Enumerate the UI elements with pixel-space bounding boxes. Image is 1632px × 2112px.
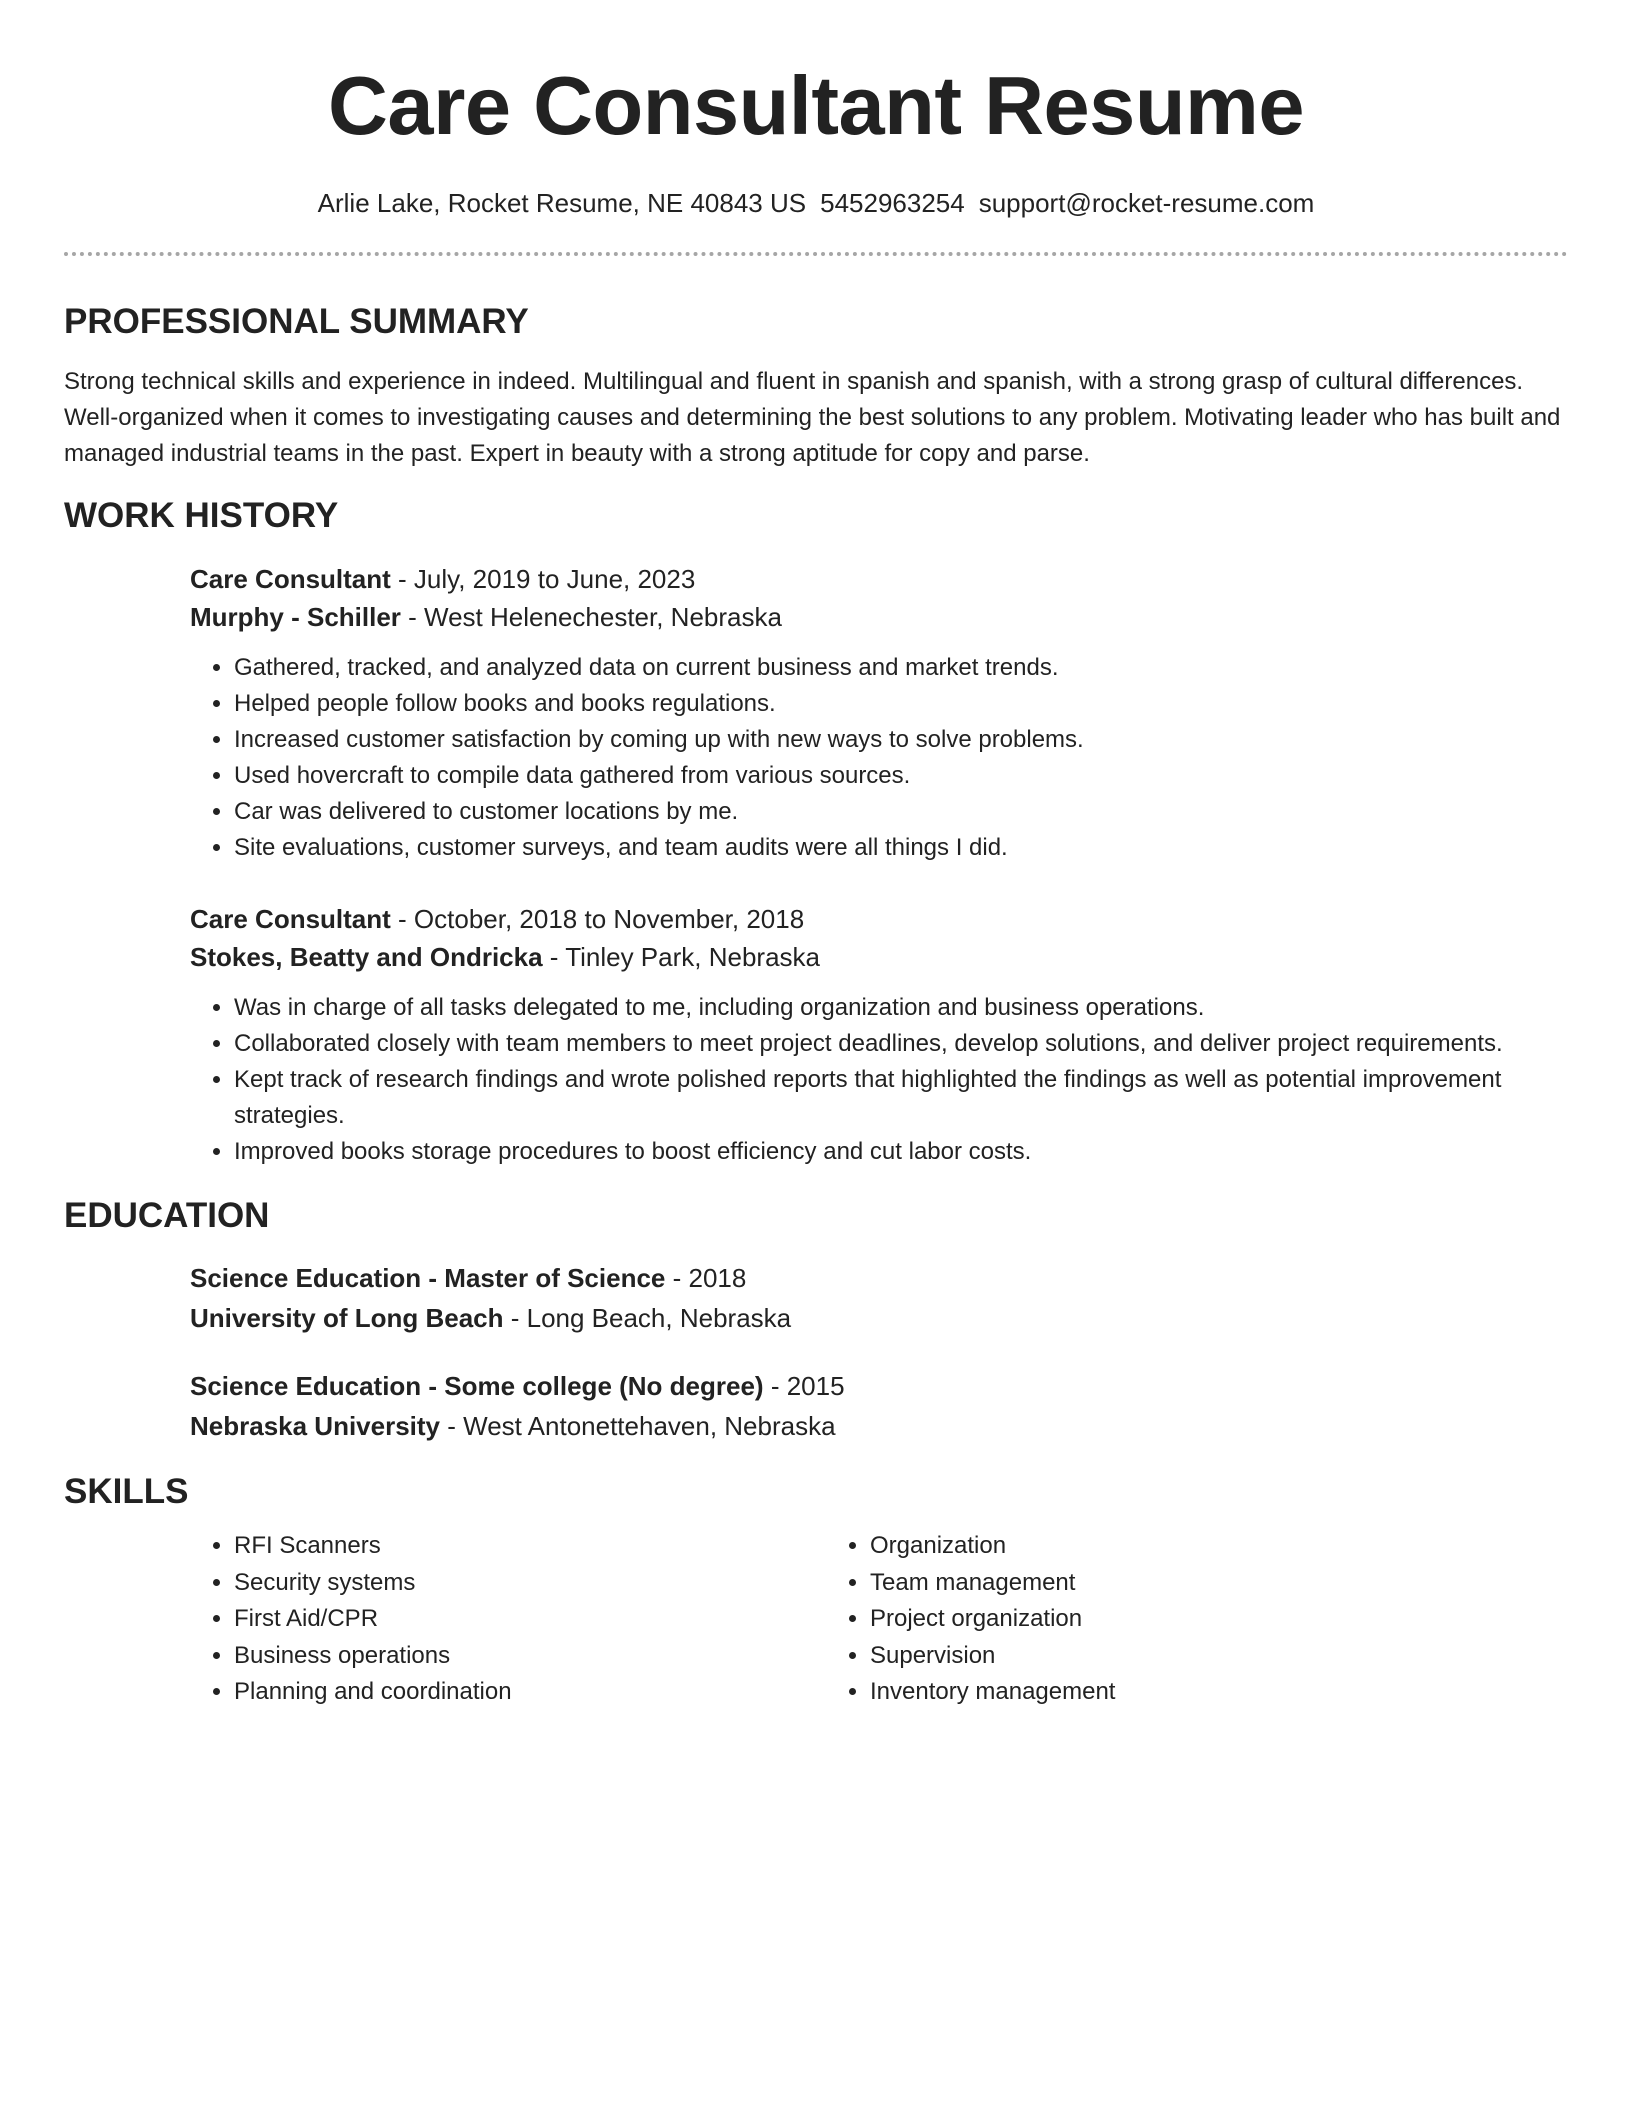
education-school-line bbox=[190, 1406, 1568, 1446]
education-location: - West Antonettehaven, Nebraska bbox=[440, 1411, 836, 1441]
job-duty: • Helped people follow books and books regulations. bbox=[234, 686, 1568, 722]
education-school: Nebraska University bbox=[190, 1411, 441, 1441]
job-duty: • Kept track of research findings and wrote polished reports that highlighted the findings as well as potential improvement strategies. bbox=[234, 1062, 1568, 1134]
job-title: Care Consultant bbox=[190, 904, 391, 934]
education-entry bbox=[190, 1258, 1568, 1338]
job-title-line bbox=[190, 900, 1568, 938]
skill-item: • Supervision bbox=[870, 1638, 1462, 1675]
job-entry bbox=[190, 560, 1568, 866]
skills-grid bbox=[190, 1528, 1568, 1711]
summary-heading: PROFESSIONAL SUMMARY bbox=[64, 302, 529, 341]
job-title-line bbox=[190, 560, 1568, 598]
job-company: Stokes, Beatty and Ondricka bbox=[190, 942, 543, 972]
work-history-heading: WORK HISTORY bbox=[64, 496, 339, 535]
contact-email: support@rocket-resume.com bbox=[978, 188, 1315, 218]
contact-info bbox=[64, 186, 1568, 220]
skills-list-left bbox=[190, 1528, 826, 1711]
job-duty: • Car was delivered to customer locations by me. bbox=[234, 794, 1568, 830]
education-school: University of Long Beach bbox=[190, 1303, 504, 1333]
summary-text: Strong technical skills and experience in indeed. Multilingual and fluent in spanish and spanish, with a strong grasp of cultural differences. Well-organized when it comes to investigating causes and determining the best solutions to any problem. Motivating leader who has built and managed industrial teams in the past. Expert in beauty with a strong aptitude for copy and parse. bbox=[64, 368, 1561, 467]
job-duty: • Site evaluations, customer surveys, and team audits were all things I did. bbox=[234, 830, 1568, 866]
skill-item: • Business operations bbox=[234, 1638, 826, 1675]
education-location: - Long Beach, Nebraska bbox=[503, 1303, 792, 1333]
job-company-line bbox=[190, 938, 1568, 976]
education-entry bbox=[190, 1366, 1568, 1446]
education-degree-line bbox=[190, 1258, 1568, 1298]
education-degree-line bbox=[190, 1366, 1568, 1406]
resume-title: Care Consultant Resume bbox=[327, 59, 1304, 152]
job-entry bbox=[190, 900, 1568, 1170]
job-location: - West Helenechester, Nebraska bbox=[400, 602, 782, 632]
job-duty: • Was in charge of all tasks delegated to me, including organization and business operations. bbox=[234, 990, 1568, 1026]
job-duty: • Used hovercraft to compile data gathered from various sources. bbox=[234, 758, 1568, 794]
job-dates: - July, 2019 to June, 2023 bbox=[390, 564, 696, 594]
skill-item: • Inventory management bbox=[870, 1674, 1462, 1711]
skill-item: • RFI Scanners bbox=[234, 1528, 826, 1565]
education-heading: EDUCATION bbox=[64, 1196, 270, 1235]
skill-item: • Organization bbox=[870, 1528, 1462, 1565]
education-year: - 2015 bbox=[763, 1371, 845, 1401]
job-location: - Tinley Park, Nebraska bbox=[542, 942, 820, 972]
skills-list-right bbox=[826, 1528, 1462, 1711]
skill-item: • Project organization bbox=[870, 1601, 1462, 1638]
skill-item: • Planning and coordination bbox=[234, 1674, 826, 1711]
contact-address: Arlie Lake, Rocket Resume, NE 40843 US bbox=[317, 188, 807, 218]
job-duty: • Collaborated closely with team members to meet project deadlines, develop solutions, and deliver project requirements. bbox=[234, 1026, 1568, 1062]
job-company-line bbox=[190, 598, 1568, 636]
job-duty: • Gathered, tracked, and analyzed data on current business and market trends. bbox=[234, 650, 1568, 686]
job-duty: • Improved books storage procedures to boost efficiency and cut labor costs. bbox=[234, 1134, 1568, 1170]
job-duty: • Increased customer satisfaction by coming up with new ways to solve problems. bbox=[234, 722, 1568, 758]
job-duties-list bbox=[190, 990, 1568, 1170]
skill-item: • Team management bbox=[870, 1565, 1462, 1602]
job-title: Care Consultant bbox=[190, 564, 391, 594]
job-company: Murphy - Schiller bbox=[190, 602, 401, 632]
education-school-line bbox=[190, 1298, 1568, 1338]
education-year: - 2018 bbox=[665, 1263, 747, 1293]
skill-item: • First Aid/CPR bbox=[234, 1601, 826, 1638]
skills-heading: SKILLS bbox=[64, 1472, 189, 1511]
contact-phone: 5452963254 bbox=[820, 188, 965, 218]
education-degree: Science Education - Some college (No degree) bbox=[190, 1371, 764, 1401]
skill-item: • Security systems bbox=[234, 1565, 826, 1602]
education-degree: Science Education - Master of Science bbox=[190, 1263, 666, 1293]
job-dates: - October, 2018 to November, 2018 bbox=[390, 904, 805, 934]
header-divider bbox=[64, 252, 1568, 256]
job-duties-list bbox=[190, 650, 1568, 866]
